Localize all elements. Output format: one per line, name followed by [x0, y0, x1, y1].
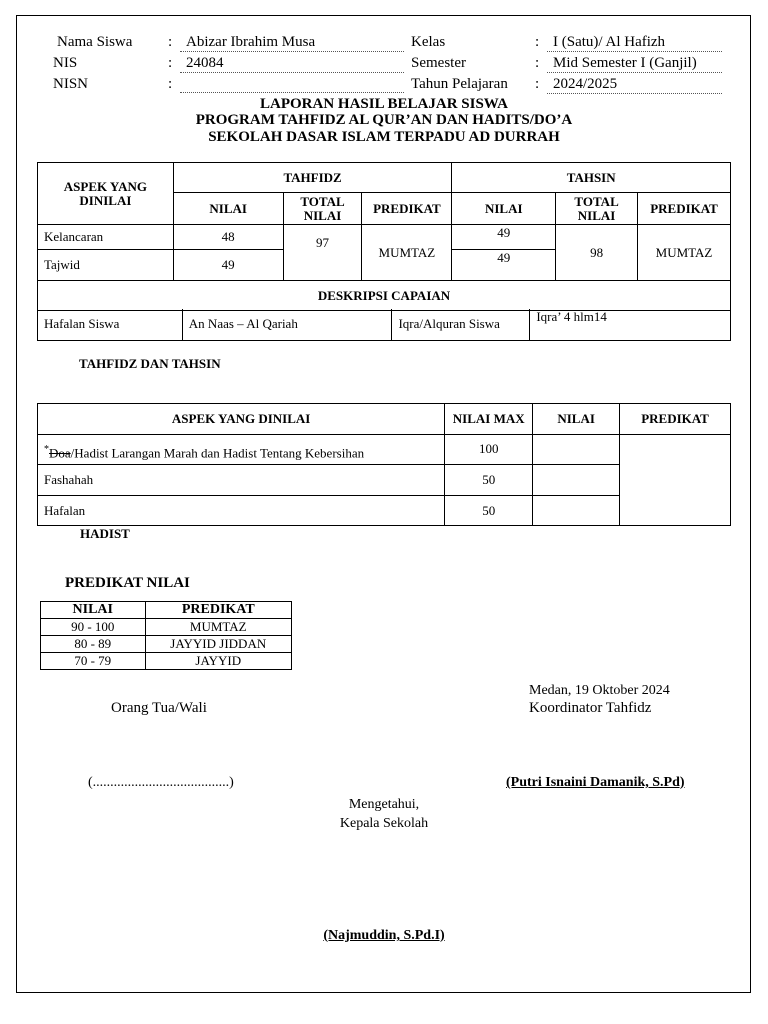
table-row: [38, 225, 731, 250]
predikat-header: PREDIKAT: [620, 404, 731, 435]
tahfidz-nilai-cell: 48: [173, 225, 283, 250]
tahfidz-nilai-header: NILAI: [173, 193, 283, 225]
predikat-predikat-header: PREDIKAT: [145, 602, 291, 619]
tahsin-nilai-cell: 49: [452, 225, 556, 250]
description-table: [37, 309, 731, 341]
section-hadist: HADIST: [80, 526, 130, 541]
tahfidz-header: TAHFIDZ: [173, 163, 452, 193]
aspek-cell: Kelancaran: [38, 225, 174, 250]
tahun-label: Tahun Pelajaran: [411, 76, 508, 92]
aspek-text: /Hadist Larangan Marah dan Hadist Tentang Kebersihan: [70, 445, 365, 461]
tahsin-nilai-cell: 49: [452, 250, 556, 281]
predikat-nilai-header: NILAI: [41, 602, 146, 619]
tahun-colon: :: [535, 76, 540, 92]
aspek-cell: [38, 435, 445, 465]
range-cell: 70 - 79: [41, 653, 146, 670]
tahsin-nilai-header: NILAI: [452, 193, 556, 225]
mengetahui-label: Mengetahui,: [348, 797, 420, 812]
predikat-cell: MUMTAZ: [145, 619, 291, 636]
parent-label: Orang Tua/Wali: [111, 700, 207, 716]
parent-signature-line: (.......................................): [88, 775, 234, 790]
nisn-value: [180, 76, 404, 93]
nis-label: NIS: [53, 55, 78, 71]
title-line-2: PROGRAM TAHFIDZ AL QUR’AN DAN HADITS/DO’A: [195, 112, 573, 128]
nisn-label: NISN: [53, 76, 89, 92]
strike-text: Doa: [49, 445, 71, 461]
iqra-value: Iqra’ 4 hlm14: [530, 309, 731, 340]
tahfidz-predikat-cell: MUMTAZ: [362, 225, 452, 281]
nis-value: 24084: [180, 55, 404, 73]
asterisk-mark: *: [44, 443, 49, 455]
hafalan-label: Hafalan Siswa: [38, 309, 183, 340]
predikat-cell: [620, 435, 731, 526]
nilai-header: NILAI: [533, 404, 620, 435]
name-value: Abizar Ibrahim Musa: [180, 34, 404, 52]
aspek-cell: Fashahah: [38, 465, 445, 496]
kepala-name: (Najmuddin, S.Pd.I): [323, 928, 445, 943]
table-row: [41, 619, 292, 636]
table-row: [38, 435, 731, 465]
hadist-table: [37, 403, 731, 526]
kelas-value: I (Satu)/ Al Hafizh: [547, 34, 722, 52]
tahfidz-nilai-cell: 49: [173, 250, 283, 281]
aspek-cell: Hafalan: [38, 496, 445, 526]
aspek-header: ASPEK YANG DINILAI: [38, 163, 174, 225]
tahfidz-total-cell: 97: [283, 225, 362, 281]
predikat-cell: JAYYID: [145, 653, 291, 670]
tahsin-total-header: TOTAL NILAI: [556, 193, 638, 225]
iqra-label: Iqra/Alquran Siswa: [392, 309, 530, 340]
aspek-cell: Tajwid: [38, 250, 174, 281]
table-row: [41, 653, 292, 670]
tahfidz-total-header: TOTAL NILAI: [283, 193, 362, 225]
place-date: Medan, 19 Oktober 2024: [529, 683, 670, 698]
tahsin-predikat-cell: MUMTAZ: [638, 225, 731, 281]
nilai-cell: [533, 435, 620, 465]
range-cell: 90 - 100: [41, 619, 146, 636]
nilai-cell: [533, 496, 620, 526]
section-tahfidz-tahsin: TAHFIDZ DAN TAHSIN: [79, 356, 221, 371]
tahfidz-predikat-header: PREDIKAT: [362, 193, 452, 225]
kepala-label: Kepala Sekolah: [339, 816, 429, 831]
name-label: Nama Siswa: [57, 34, 133, 50]
max-cell: 50: [445, 465, 533, 496]
title-line-1: LAPORAN HASIL BELAJAR SISWA: [260, 96, 508, 112]
aspek-header: ASPEK YANG DINILAI: [38, 404, 445, 435]
nilai-cell: [533, 465, 620, 496]
range-cell: 80 - 89: [41, 636, 146, 653]
name-colon: :: [168, 34, 173, 50]
tahsin-total-cell: 98: [556, 225, 638, 281]
table-row: [41, 636, 292, 653]
deskripsi-header: DESKRIPSI CAPAIAN: [38, 281, 731, 311]
semester-colon: :: [535, 55, 540, 71]
predikat-table: [40, 601, 292, 670]
title-line-3: SEKOLAH DASAR ISLAM TERPADU AD DURRAH: [208, 129, 560, 145]
nis-colon: :: [168, 55, 173, 71]
nisn-colon: :: [168, 76, 173, 92]
tahun-value: 2024/2025: [547, 76, 722, 94]
kelas-label: Kelas: [411, 34, 446, 50]
hafalan-value: An Naas – Al Qariah: [182, 309, 392, 340]
kelas-colon: :: [535, 34, 540, 50]
semester-value: Mid Semester I (Ganjil): [547, 55, 722, 73]
nilai-max-header: NILAI MAX: [445, 404, 533, 435]
max-cell: 100: [445, 435, 533, 465]
koordinator-label: Koordinator Tahfidz: [529, 700, 652, 716]
tahsin-predikat-header: PREDIKAT: [638, 193, 731, 225]
koordinator-name: (Putri Isnaini Damanik, S.Pd): [506, 775, 685, 790]
semester-label: Semester: [411, 55, 466, 71]
max-cell: 50: [445, 496, 533, 526]
predikat-title: PREDIKAT NILAI: [65, 575, 190, 591]
predikat-cell: JAYYID JIDDAN: [145, 636, 291, 653]
assessment-table: [37, 162, 731, 311]
tahsin-header: TAHSIN: [452, 163, 731, 193]
